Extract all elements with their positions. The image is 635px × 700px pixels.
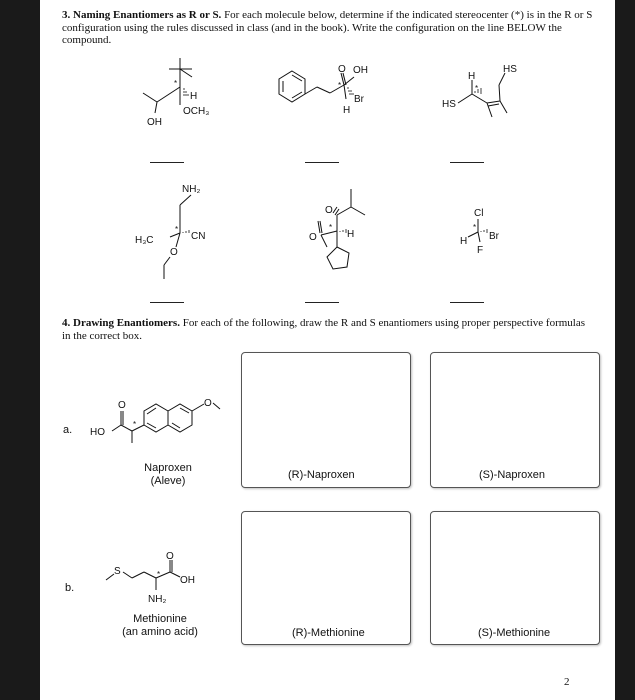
svg-text:H: H [343, 105, 351, 116]
section-4-title: 4. Drawing Enantiomers. [62, 317, 180, 329]
answer-blank-4[interactable] [150, 302, 184, 303]
molecule-4-structure [130, 175, 240, 300]
svg-text:H: H [347, 229, 355, 240]
worksheet-page [40, 0, 615, 700]
svg-text:H: H [460, 236, 468, 247]
naproxen-caption [123, 462, 213, 488]
svg-text:*: * [157, 570, 161, 579]
methionine-name: Methionine [133, 613, 187, 625]
svg-text:*: * [475, 84, 479, 93]
section-3-instructions [62, 9, 602, 47]
svg-text:H: H [468, 71, 476, 82]
svg-text:*: * [338, 81, 342, 90]
item-a-letter: a. [63, 424, 73, 436]
svg-text:O: O [309, 232, 317, 243]
svg-text:O: O [166, 551, 174, 562]
molecule-5-structure [285, 185, 395, 285]
svg-text:S: S [114, 566, 121, 577]
naproxen-structure [88, 385, 238, 455]
svg-text:HS: HS [503, 64, 517, 75]
svg-text:H₃C: H₃C [135, 235, 154, 246]
svg-text:O: O [170, 247, 178, 258]
svg-text:O: O [325, 205, 333, 216]
svg-text:CN: CN [191, 231, 206, 242]
svg-text:O: O [118, 400, 126, 411]
svg-text:Br: Br [354, 94, 364, 105]
answer-blank-6[interactable] [450, 302, 484, 303]
svg-text:HS: HS [442, 99, 456, 110]
molecule-2-structure [272, 55, 392, 130]
svg-text:NH₂: NH₂ [148, 594, 167, 605]
s-naproxen-drawing-box[interactable] [430, 352, 600, 488]
molecule-3-structure [425, 55, 530, 130]
answer-blank-3[interactable] [450, 162, 484, 163]
answer-blank-5[interactable] [305, 302, 339, 303]
svg-text:*: * [329, 223, 333, 232]
svg-text:Br: Br [489, 231, 499, 242]
methionine-structure [100, 550, 210, 612]
section-4-body: For each of the following, draw the R and S enantiomers using proper perspective formulas in the correct box. [62, 317, 586, 342]
molecule-1-structure [135, 55, 255, 135]
methionine-caption [110, 613, 210, 639]
s-methionine-label: (S)-Methionine [478, 627, 551, 639]
svg-text:Cl: Cl [474, 208, 484, 219]
svg-text:OCH₃: OCH₃ [183, 106, 210, 117]
naproxen-common-name: (Aleve) [150, 475, 186, 487]
svg-text:O: O [204, 398, 212, 409]
r-naproxen-label: (R)-Naproxen [288, 469, 355, 481]
methionine-description: (an amino acid) [122, 626, 198, 638]
svg-text:*: * [473, 223, 477, 232]
svg-text:NH₂: NH₂ [182, 184, 201, 195]
s-methionine-drawing-box[interactable] [430, 511, 600, 645]
svg-text:OH: OH [147, 117, 162, 128]
naproxen-name: Naproxen [144, 462, 192, 474]
molecule-6-structure [440, 200, 510, 270]
svg-text:OH: OH [180, 575, 195, 586]
item-b-letter: b. [65, 582, 75, 594]
section-4-instructions [62, 317, 592, 342]
svg-text:O: O [338, 64, 346, 75]
section-3-body: For each molecule below, determine if the indicated stereocenter (*) is in the R or S configuration using the rules discussed in class (and in the book). Write the configuration on the line BELOW the compound. [62, 9, 593, 46]
svg-text:F: F [477, 245, 484, 256]
page-number: 2 [564, 676, 570, 688]
r-methionine-label: (R)-Methionine [292, 627, 365, 639]
r-methionine-drawing-box[interactable] [241, 511, 411, 645]
svg-text:*: * [175, 225, 179, 234]
svg-text:OH: OH [353, 65, 368, 76]
stereocenter-star: * [174, 79, 178, 88]
r-naproxen-drawing-box[interactable] [241, 352, 411, 488]
svg-text:HO: HO [90, 427, 105, 438]
s-naproxen-label: (S)-Naproxen [479, 469, 546, 481]
svg-text:*: * [133, 420, 137, 429]
section-3-title: 3. Naming Enantiomers as R or S. [62, 9, 222, 21]
svg-text:H: H [190, 91, 198, 102]
answer-blank-2[interactable] [305, 162, 339, 163]
answer-blank-1[interactable] [150, 162, 184, 163]
